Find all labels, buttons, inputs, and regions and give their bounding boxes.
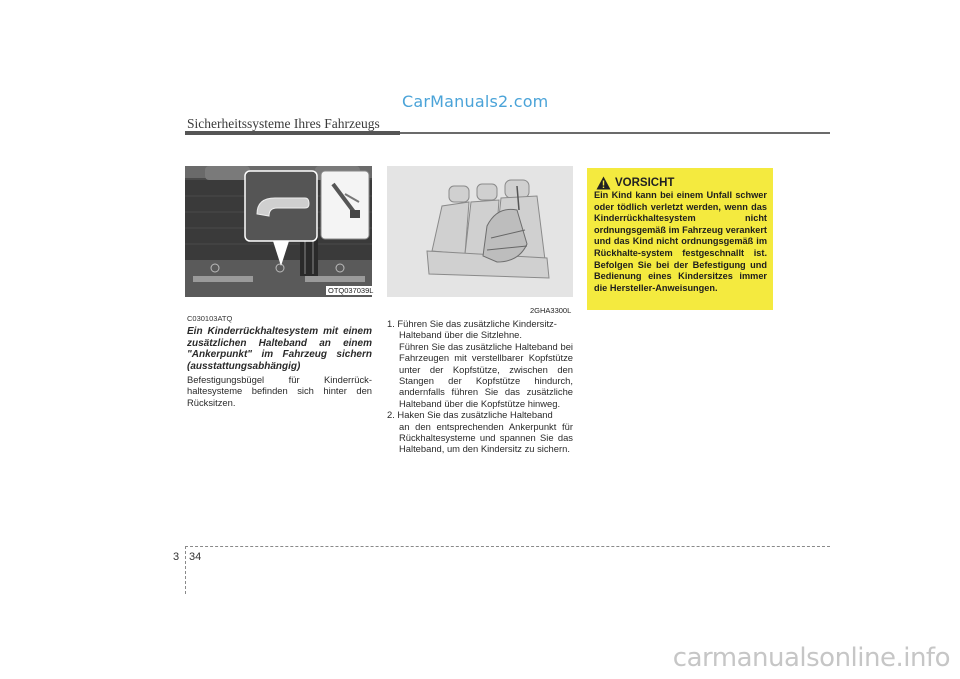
warning-title: VORSICHT — [615, 177, 675, 189]
figure-code-left: OTQ037039L — [328, 286, 374, 295]
warning-text: Ein Kind kann bei einem Unfall schwer oder tödlich verletzt werden, wenn das Kinderrückhaltesystem nicht ordnungsgemäß im Fahrzeug verankert und das Kind nicht ordnungsgemäß im Rückhalte-system festgeschnallt ist. Befolgen Sie bei der Befestigung und Bedienung eines Kindersitzes immer die Hersteller-Anweisungen. — [594, 190, 767, 293]
footer-rule — [185, 546, 830, 547]
footer-vertical-rule — [185, 546, 186, 594]
step-1-continuation: Halteband über die Sitzlehne. — [399, 329, 523, 341]
child-seat-illustration-svg — [387, 166, 573, 297]
section-body: Befestigungsbügel für Kinderrück-haltesysteme befinden sich hinter den Rücksitzen. — [187, 374, 372, 408]
step-2: 2. Haken Sie das zusätzliche Halteband — [387, 409, 553, 421]
warning-triangle-icon — [596, 176, 611, 190]
step-1-paragraph: Führen Sie das zusätzliche Halteband bei Fahrzeugen mit verstellbarer Kopfstütze unter der Kopfstütze, zwischen den Stangen der Kopfstütze hindurch, andernfalls führen Sie das zusätzliche Halteband über die Kopfstütze hinweg. — [399, 340, 573, 409]
watermark-bottom: carmanualsonline.info — [672, 643, 950, 673]
figure-anchor-illustration — [185, 166, 372, 297]
header-rule-accent — [185, 131, 400, 135]
figure-code-middle: 2GHA3300L — [530, 306, 572, 315]
instruction-steps — [387, 318, 573, 455]
figure-child-seat-illustration — [387, 166, 573, 297]
step-2-continuation: an den entsprechenden Ankerpunkt für Rückhaltesysteme und spannen Sie das Halteband, um den Kindersitz zu sichern. — [399, 420, 573, 455]
section-ref-code: C030103ATQ — [187, 314, 233, 323]
warning-box — [587, 168, 773, 310]
watermark-top: CarManuals2.com — [402, 92, 549, 111]
anchor-illustration-svg — [185, 166, 372, 297]
section-heading: Ein Kinderrückhaltesystem mit einem zusätzlichen Halteband an einem "Ankerpunkt" im Fahrzeug sichern (ausstattungsabhängig) — [187, 326, 372, 372]
step-1: 1. Führen Sie das zusätzliche Kindersitz- — [387, 318, 557, 329]
page-number: 34 — [189, 551, 202, 563]
chapter-number: 3 — [173, 551, 180, 563]
page-header-title: Sicherheitssysteme Ihres Fahrzeugs — [187, 116, 380, 131]
